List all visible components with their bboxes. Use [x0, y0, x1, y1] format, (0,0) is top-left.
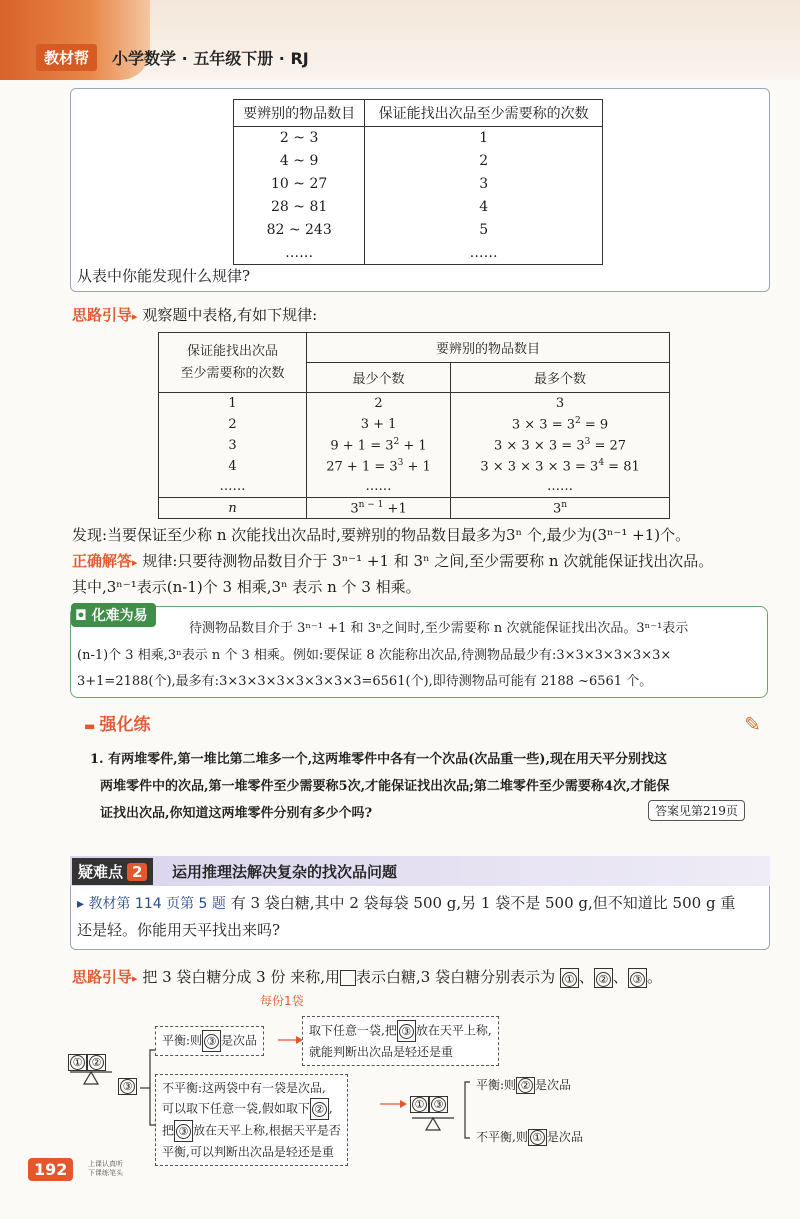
- problem-line-1: [77, 892, 735, 913]
- cell: ……: [234, 242, 365, 265]
- practice-line: 两堆零件中的次品,第一堆零件至少需要称5次,才能保证找出次品;第二堆零件至少需要称4次,才能保: [100, 779, 670, 794]
- guide-line-2: 思路引导▸ 把 3 袋白糖分成 3 份 来称,用 表示白糖,3 袋白糖分别表示为 ① 、 ② 、 ③ 。: [72, 968, 662, 986]
- balance-box: [155, 1026, 264, 1056]
- result-unbalance: [476, 1128, 583, 1146]
- cell: 4: [365, 196, 603, 219]
- circle-2: ②: [89, 1055, 104, 1070]
- practice-line: 证找出次品,你知道这两堆零件分别有多少个吗?: [100, 806, 373, 821]
- circle-1: ①: [562, 972, 577, 987]
- balance-result-line: 就能判断出次品是轻还是重: [309, 1045, 454, 1059]
- bag-3-icon: [429, 1096, 448, 1113]
- table-row: …… …… ……: [159, 477, 670, 498]
- simplify-line: 待测物品数目介于 3ⁿ⁻¹ +1 和 3ⁿ之间时,至少需要称 n 次就能保证找出次品。3ⁿ⁻¹表示: [189, 621, 689, 636]
- simplify-tag: [71, 603, 156, 627]
- note-each-bag: 每份1袋: [260, 994, 304, 1008]
- circle-2: ②: [312, 1102, 327, 1117]
- header-line: 保证能找出次品: [186, 343, 278, 359]
- source-text: 教材第 114 页第 5 题: [88, 896, 226, 912]
- page-number: 192: [28, 1158, 73, 1181]
- answer-text: 规律:只要待测物品数目介于 3ⁿ⁻¹ +1 和 3ⁿ 之间,至少需要称 n 次就能保证找出次品。: [142, 552, 714, 570]
- text: 是次品: [546, 1130, 583, 1144]
- table-row: 3 $9 + 1 = 3^2 + 1$ $3 \times 3 \times 3 = 3^3 = 27$: [159, 435, 670, 456]
- simplify-line: 3+1=2188(个),最多有:3×3×3×3×3×3×3×3=6561(个),即待测物品可能有 2188 ~6561 个。: [77, 674, 653, 689]
- brand-tag: 教材帮: [36, 44, 97, 71]
- table-header-items: 要辨别的物品数目: [307, 333, 670, 363]
- cell: 1: [365, 127, 603, 150]
- bag-1-icon: [560, 968, 579, 988]
- header-line: 至少需要称的次数: [180, 365, 285, 381]
- circle-1: ①: [530, 1130, 545, 1145]
- table-row: [234, 242, 603, 265]
- page-slogan: [88, 1160, 123, 1178]
- answer-line-1: [72, 550, 713, 571]
- cell: 28 ~ 81: [234, 196, 365, 219]
- result-balance: [476, 1076, 571, 1094]
- discovery-text: 发现:当要保证至少称 n 次能找出次品时,要辨别的物品数目最多为3ⁿ 个,最少为(3ⁿ⁻¹ +1)个。: [72, 526, 691, 544]
- unbalance-line: 可以取下任意一袋,假如取下 ② ,: [162, 1098, 341, 1120]
- text: 取下任意一袋,把: [309, 1023, 397, 1038]
- guide-text-b: 表示白糖,3 袋白糖分别表示为: [356, 968, 556, 986]
- page-header: [0, 0, 800, 80]
- answer-line-2: 其中,3ⁿ⁻¹表示(n-1)个 3 相乘,3ⁿ 表示 n 个 3 相乘。: [72, 578, 421, 596]
- cell: 4 ~ 9: [234, 150, 365, 173]
- table-weigh-counts: [233, 99, 603, 265]
- source-ref: ▸ 教材第 114 页第 5 题: [77, 896, 226, 912]
- simplify-tag-label: 化难为易: [91, 608, 148, 624]
- simplify-line: (n-1)个 3 相乘,3ⁿ表示 n 个 3 相乘。例如:要保证 8 次能称出次品,待测物品最少有:3×3×3×3×3×3×: [77, 648, 672, 663]
- problem-box: [70, 886, 770, 950]
- table-header-items: 要辨别的物品数目: [234, 100, 365, 127]
- unbalance-box: [155, 1074, 348, 1166]
- table-row: [234, 196, 603, 219]
- bag-3-icon: [118, 1078, 137, 1095]
- bag-2-icon: [594, 968, 613, 988]
- text: 放在天平上称,根据天平是否: [193, 1123, 341, 1138]
- unbalance-line: 不平衡:这两袋中有一袋是次品,: [162, 1081, 326, 1095]
- bag-2-icon: [87, 1054, 106, 1071]
- slogan-line: 下课练笔头: [88, 1169, 123, 1177]
- unbalance-line: 平衡,可以判断出次品是轻还是重: [162, 1145, 334, 1159]
- scale-right-bag: [118, 1078, 137, 1095]
- text: 把: [162, 1123, 175, 1138]
- slogan-line: 上课认真听: [88, 1160, 123, 1168]
- table-row: [234, 150, 603, 173]
- scale-left-pan: [68, 1054, 106, 1071]
- circle-1: ①: [412, 1097, 427, 1112]
- guide-label: 思路引导: [72, 968, 133, 986]
- pencil-icon: ✎: [744, 712, 761, 736]
- circle-3: ③: [630, 972, 645, 987]
- practice-title: [84, 710, 151, 735]
- circle-2: ②: [518, 1078, 533, 1093]
- practice-line: 1. 有两堆零件,第一堆比第二堆多一个,这两堆零件中各有一个次品(次品重一些),现在用天平分别找这: [90, 752, 667, 767]
- circle-3: ③: [399, 1024, 414, 1039]
- square-icon: [340, 970, 356, 986]
- table-header-min: 最少个数: [307, 363, 451, 393]
- guide-text: 观察题中表格,有如下规律:: [142, 306, 318, 324]
- book-title: 小学数学 · 五年级下册 · RJ: [112, 49, 309, 68]
- difficulty-tag-label: 疑难点: [78, 863, 124, 881]
- question-box: [70, 88, 770, 292]
- difficulty-number: 2: [127, 863, 147, 881]
- answer-label: 正确解答: [72, 552, 133, 570]
- bag-2-icon: [310, 1098, 329, 1120]
- bag-1-icon: [528, 1129, 547, 1146]
- balance-result-box: [302, 1016, 499, 1066]
- bag-3-icon: [174, 1120, 193, 1142]
- table-row: [234, 219, 603, 242]
- cell: 10 ~ 27: [234, 173, 365, 196]
- text: 是次品: [535, 1078, 572, 1092]
- circle-1: ①: [70, 1055, 85, 1070]
- question-text: 从表中你能发现什么规律?: [77, 267, 251, 285]
- guide-label: 思路引导: [72, 306, 133, 324]
- text: 可以取下任意一袋,假如取下: [162, 1101, 310, 1116]
- bag-3-icon: [397, 1020, 416, 1042]
- arrow-icon: ▸: [132, 556, 138, 569]
- cell: ……: [365, 242, 603, 265]
- text: 平衡:则: [476, 1078, 517, 1092]
- text: 不平衡,则: [476, 1130, 528, 1144]
- cell: 5: [365, 219, 603, 242]
- arrow-icon: ▸: [132, 310, 138, 323]
- balance-label: 平衡:则: [162, 1033, 203, 1048]
- guide-text-a: 把 3 袋白糖分成 3 份 来称,用: [142, 968, 341, 986]
- cell: 3: [365, 173, 603, 196]
- difficulty-title: 运用推理法解决复杂的找次品问题: [172, 863, 398, 881]
- table-header-max: 最多个数: [451, 363, 670, 393]
- lightbulb-icon: ◘: [75, 608, 92, 624]
- table-row: 2 3 + 1 $3 \times 3 = 3^2 = 9$: [159, 414, 670, 435]
- answer-reference: 答案见第219页: [648, 800, 745, 821]
- table-row: 1 2 3: [159, 393, 670, 414]
- simplify-box: [70, 606, 768, 698]
- table-row: n $3^{n - 1} +1$ 3$^n$: [159, 498, 670, 519]
- table-header-times: 保证能找出次品至少需要称的次数: [365, 100, 603, 127]
- table-row: 4 $27 + 1 = 3^3 + 1$ $3 \times 3 \times 3 \times 3 = 3^4 = 81$: [159, 456, 670, 477]
- table-row: [234, 127, 603, 150]
- bag-3-icon: [628, 968, 647, 988]
- cell: 82 ~ 243: [234, 219, 365, 242]
- balance-result-line: [309, 1020, 492, 1042]
- balance-suffix: 是次品: [221, 1033, 258, 1048]
- dash-icon: ▬: [84, 719, 100, 733]
- difficulty-tag: [72, 858, 153, 885]
- circle-3: ③: [120, 1079, 135, 1094]
- circle-2: ②: [596, 972, 611, 987]
- text: 放在天平上称,: [415, 1023, 492, 1038]
- arrow-icon: ▸: [132, 972, 138, 985]
- table-row: [234, 173, 603, 196]
- bag-1-icon: [68, 1054, 87, 1071]
- cell: 2: [365, 150, 603, 173]
- bag-3-icon: [202, 1030, 221, 1052]
- circle-3: ③: [204, 1034, 219, 1049]
- practice-title-text: 强化练: [99, 715, 151, 735]
- bag-1-icon: [410, 1096, 429, 1113]
- circle-3: ③: [431, 1097, 446, 1112]
- table-pattern: [158, 332, 670, 519]
- problem-text: 有 3 袋白糖,其中 2 袋每袋 500 g,另 1 袋不是 500 g,但不知道比 500 g 重: [230, 894, 736, 912]
- table-header-times: [159, 333, 307, 393]
- guide-line-1: [72, 304, 317, 325]
- cell: 2 ~ 3: [234, 127, 365, 150]
- second-weigh-pan: [410, 1096, 448, 1113]
- bag-2-icon: [516, 1077, 535, 1094]
- problem-line-2: 还是轻。你能用天平找出来吗?: [77, 921, 281, 939]
- circle-3: ③: [176, 1124, 191, 1139]
- unbalance-line: [162, 1120, 341, 1142]
